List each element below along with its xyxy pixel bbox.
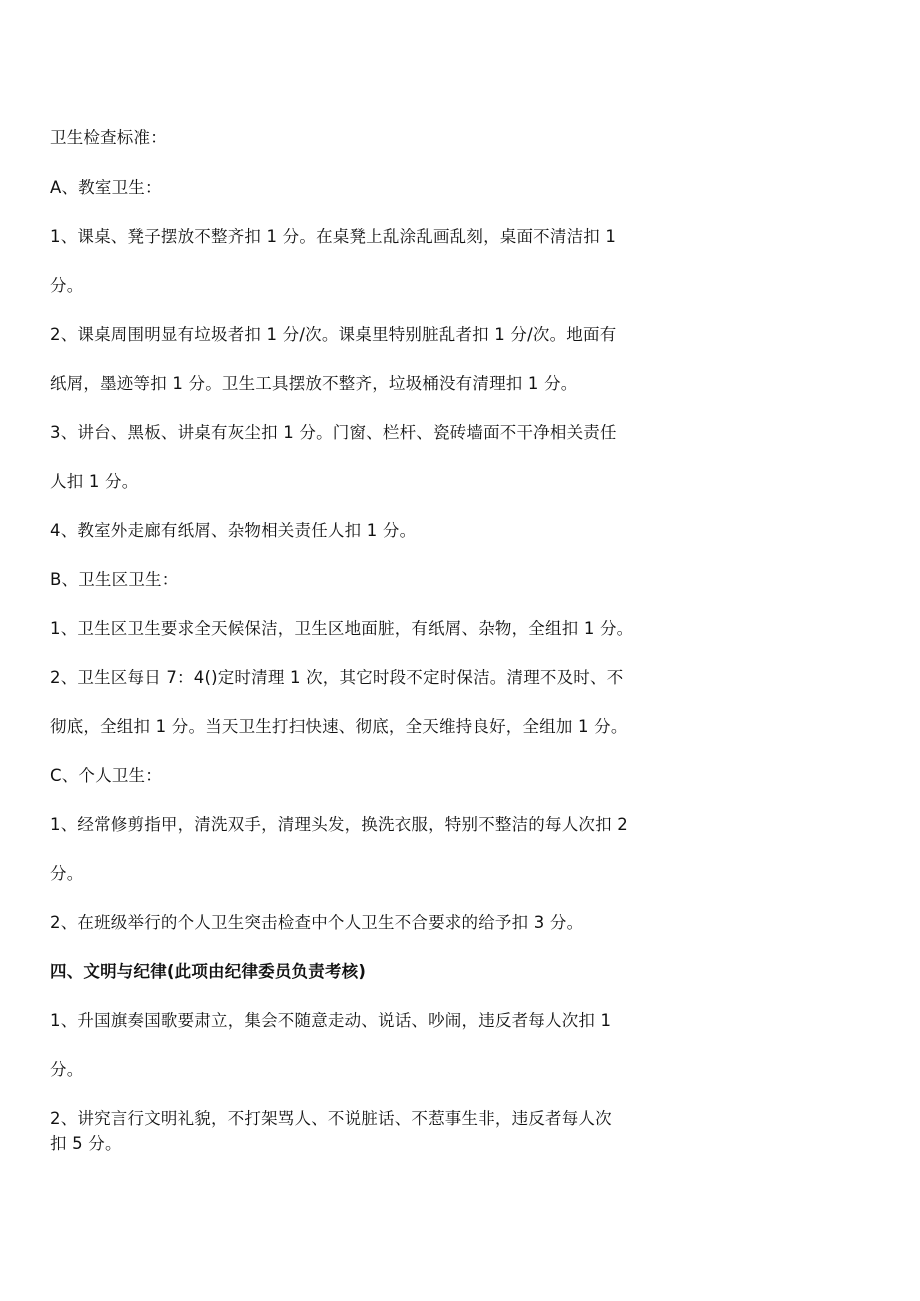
paragraph-line: 2、在班级举行的个人卫生突击检查中个人卫生不合要求的给予扣 3 分。 xyxy=(50,913,584,932)
section-a-heading: A、教室卫生： xyxy=(50,178,162,197)
paragraph-line: 扣 5 分。 xyxy=(50,1134,122,1153)
paragraph-line: 2、卫生区每日 7：4()定时清理 1 次，其它时段不定时保洁。清理不及时、不 xyxy=(50,668,624,687)
paragraph-line: 1、课桌、凳子摆放不整齐扣 1 分。在桌凳上乱涂乱画乱刻，桌面不清洁扣 1 xyxy=(50,227,617,246)
section-four-heading: 四、文明与纪律(此项由纪律委员负责考核) xyxy=(50,962,367,981)
paragraph-line: 分。 xyxy=(50,1060,84,1079)
paragraph-line: 3、讲台、黑板、讲桌有灰尘扣 1 分。门窗、栏杆、瓷砖墙面不干净相关责任 xyxy=(50,423,617,442)
section-b-heading: B、卫生区卫生： xyxy=(50,570,179,589)
heading-hygiene-standard: 卫生检查标准： xyxy=(50,128,167,147)
paragraph-line: 分。 xyxy=(50,276,84,295)
paragraph-line: 1、卫生区卫生要求全天候保洁，卫生区地面脏，有纸屑、杂物，全组扣 1 分。 xyxy=(50,619,634,638)
paragraph-line: 1、经常修剪指甲，清洗双手，清理头发，换洗衣服，特别不整洁的每人次扣 2 xyxy=(50,815,628,834)
paragraph-line: 分。 xyxy=(50,864,84,883)
paragraph-line: 4、教室外走廊有纸屑、杂物相关责任人扣 1 分。 xyxy=(50,521,417,540)
section-c-heading: C、个人卫生： xyxy=(50,766,162,785)
paragraph-line: 2、课桌周围明显有垃圾者扣 1 分/次。课桌里特别脏乱者扣 1 分/次。地面有 xyxy=(50,325,617,344)
paragraph-line: 2、讲究言行文明礼貌，不打架骂人、不说脏话、不惹事生非，违反者每人次 xyxy=(50,1109,612,1128)
paragraph-line: 1、升国旗奏国歌要肃立，集会不随意走动、说话、吵闹，违反者每人次扣 1 xyxy=(50,1011,612,1030)
paragraph-line: 人扣 1 分。 xyxy=(50,472,139,491)
paragraph-line: 彻底，全组扣 1 分。当天卫生打扫快速、彻底，全天维持良好，全组加 1 分。 xyxy=(50,717,628,736)
paragraph-line: 纸屑，墨迹等扣 1 分。卫生工具摆放不整齐，垃圾桶没有清理扣 1 分。 xyxy=(50,374,578,393)
